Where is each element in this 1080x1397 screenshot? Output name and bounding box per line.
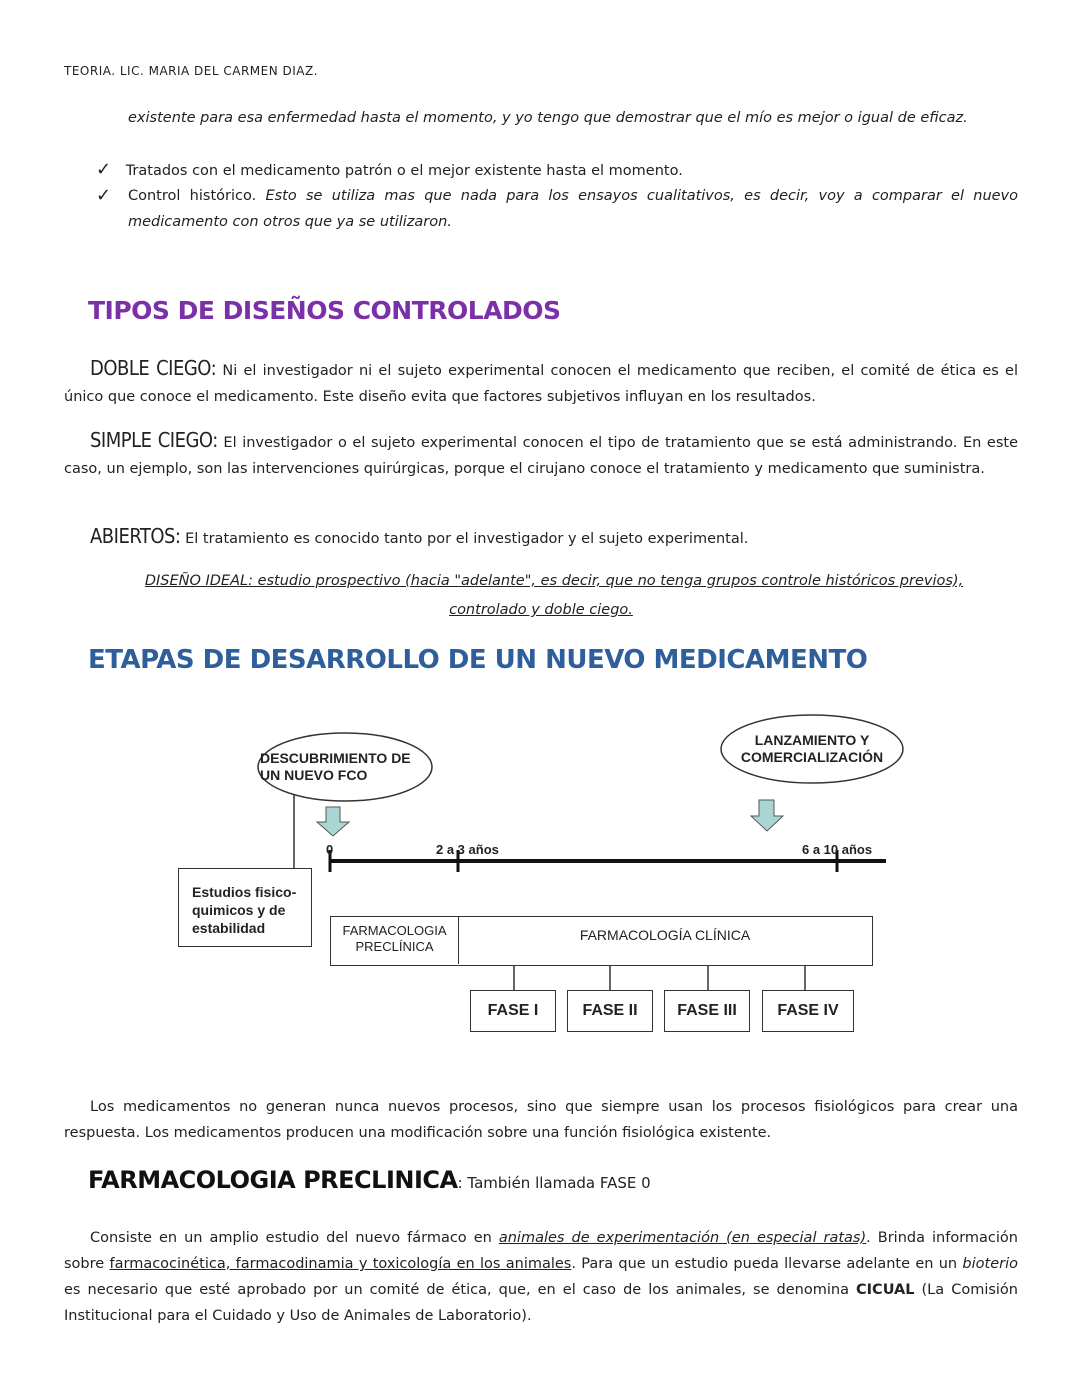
term-label: DOBLE CIEGO: [90, 356, 217, 380]
oval-launch-label: LANZAMIENTO Y COMERCIALIZACIÓN [740, 732, 884, 765]
development-diagram [0, 700, 1080, 1050]
underlined-run: animales de experimentación (en especial ratas) [498, 1230, 867, 1246]
text-run: (La Comisión Institucional para el Cuidado y Uso de Animales de Laboratorio). [64, 1282, 1018, 1324]
section-title-disenos: TIPOS DE DISEÑOS CONTROLADOS [88, 296, 561, 325]
box-clinical: FARMACOLOGÍA CLÍNICA [579, 927, 751, 943]
check-icon: ✓ [96, 185, 112, 206]
term-text: El tratamiento es conocido tanto por el investigador y el sujeto experimental. [185, 531, 749, 547]
page-header: TEORIA. LIC. MARIA DEL CARMEN DIAZ. [64, 64, 319, 78]
section-title-etapas: ETAPAS DE DESARROLLO DE UN NUEVO MEDICAMENTO [88, 645, 868, 675]
phase-box-4: FASE IV [762, 990, 854, 1032]
phase-box-1: FASE I [470, 990, 556, 1032]
intro-bullet-lead: Control histórico. [128, 188, 257, 204]
phase-box-3: FASE III [664, 990, 750, 1032]
ideal-design-line2: controlado y doble ciego. [449, 602, 633, 618]
ideal-design-line1: DISEÑO IDEAL: estudio prospectivo (hacia "adelante", es decir, que no tenga grupos controle históricos previos), [144, 573, 964, 589]
term-text: El investigador o el sujeto experimental conocen el tipo de tratamiento que se está administrando. En este caso, un ejemplo, son las intervenciones quirúrgicas, porque el cirujano conoce el tratamiento y medicamento que suministra. [64, 435, 1019, 477]
item-abiertos [64, 523, 1018, 552]
tick-label-0: 0 [326, 842, 334, 857]
intro-continuation: existente para esa enfermedad hasta el momento, y yo tengo que demostrar que el mío es mejor o igual de eficaz. [128, 110, 968, 126]
intro-bullet-text: Esto se utiliza mas que nada para los ensayos cualitativos, es decir, voy a comparar el nuevo medicamento con otros que ya se utilizaron. [128, 188, 1019, 230]
italic-run: bioterio [962, 1256, 1018, 1272]
text-run: . Brinda información sobre [64, 1230, 1018, 1272]
text-run: Consiste en un amplio estudio del nuevo fármaco en [90, 1230, 499, 1246]
underlined-run: farmacocinética, farmacodinamia y toxicología en los animales [109, 1256, 572, 1272]
down-arrow-icon [751, 800, 783, 831]
term-label: SIMPLE CIEGO: [90, 428, 218, 452]
item-simple-ciego [64, 427, 1018, 482]
term-label: ABIERTOS: [90, 524, 181, 548]
oval-discovery-label: DESCUBRIMIENTO DE UN NUEVO FCO [260, 750, 411, 783]
down-arrow-icon [317, 807, 349, 836]
box-preclinical: FARMACOLOGIA PRECLÍNICA [331, 917, 459, 964]
term-text: Ni el investigador ni el sujeto experimental conocen el medicamento que reciben, el comité de ética es el único que conoce el medicamento. Este diseño evita que factores subjetivos influyan en los resultados. [64, 363, 1018, 405]
intro-bullet-text: Tratados con el medicamento patrón o el mejor existente hasta el momento. [125, 163, 683, 179]
check-icon: ✓ [96, 159, 112, 180]
section-subtitle: : También llamada FASE 0 [457, 1174, 651, 1192]
intro-bullet-1 [96, 157, 1018, 184]
paragraph-medicamentos: Los medicamentos no generan nunca nuevos procesos, sino que siempre usan los procesos fisiológicos para crear una respuesta. Los medicamentos producen una modificación sobre una función fisiológica existente. [64, 1099, 1018, 1141]
text-run: . Para que un estudio pueda llevarse adelante en un [571, 1256, 963, 1272]
box-studies: Estudios fisico-quimicos y de estabilidad [178, 868, 312, 947]
section-title-preclinica: FARMACOLOGIA PRECLINICA [88, 1166, 458, 1194]
section-title-preclinica-row [88, 1166, 651, 1196]
phase-box-2: FASE II [567, 990, 653, 1032]
paragraph-preclinica [64, 1225, 1018, 1329]
intro-bullet-2 [96, 183, 1018, 235]
box-pharmacology-row [330, 916, 873, 966]
tick-label-6-10: 6 a 10 años [802, 842, 873, 857]
text-run: es necesario que esté aprobado por un comité de ética, que, en el caso de los animales, se denomina [64, 1282, 857, 1298]
tick-label-2-3: 2 a 3 años [436, 842, 499, 857]
bold-run: CICUAL [856, 1282, 915, 1298]
item-doble-ciego [64, 355, 1018, 410]
